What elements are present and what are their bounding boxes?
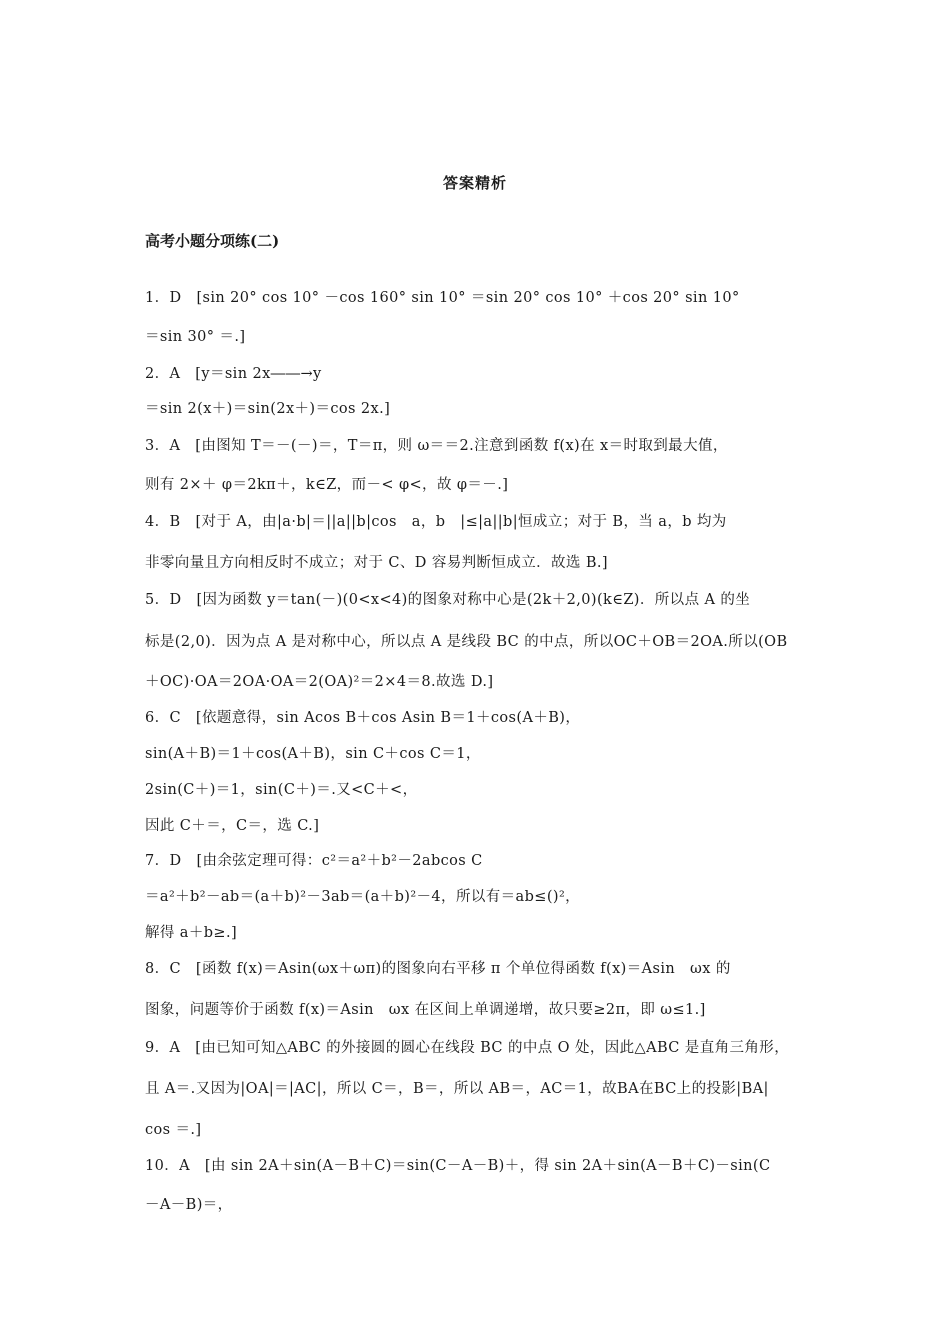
answer-line: 5．D [因为函数 y＝tan(－)(0<x<4)的图象对称中心是(2k＋2,0)(k∈Z)．所以点 A 的坐 xyxy=(145,592,751,608)
answer-line: 3．A [由图知 T＝－(－)＝，T＝π，则 ω＝＝2.注意到函数 f(x)在 x＝时取到最大值， xyxy=(145,438,728,454)
section-title: 高考小题分项练(二) xyxy=(145,232,280,250)
page-title: 答案精析 xyxy=(442,174,507,192)
answer-line: 解得 a＋b≥.] xyxy=(145,925,238,941)
answer-line: 标是(2,0)．因为点 A 是对称中心，所以点 A 是线段 BC 的中点，所以OC＋OB＝2OA.所以(OB xyxy=(145,634,788,650)
answer-line: ＝sin 30° ＝.] xyxy=(145,329,246,345)
answer-line: sin(A＋B)＝1＋cos(A＋B)，sin C＋cos C＝1， xyxy=(145,746,481,762)
answer-line: 10．A [由 sin 2A＋sin(A－B＋C)＝sin(C－A－B)＋，得 sin 2A＋sin(A－B＋C)－sin(C xyxy=(145,1158,771,1174)
answer-line: 1．D [sin 20° cos 10° －cos 160° sin 10° ＝sin 20° cos 10° ＋cos 20° sin 10° xyxy=(145,290,740,306)
answer-line: 7．D [由余弦定理可得：c²＝a²＋b²－2abcos C xyxy=(145,853,483,869)
answer-line: －A－B)＝， xyxy=(145,1197,233,1213)
answer-line: 6．C [依题意得，sin Acos B＋cos Asin B＝1＋cos(A＋B)， xyxy=(145,710,581,726)
answer-line: 8．C [函数 f(x)＝Asin(ωx＋ωπ)的图象向右平移 π 个单位得函数 f(x)＝Asin ωx 的 xyxy=(145,961,731,977)
answer-line: 且 A＝.又因为|OA|＝|AC|，所以 C＝，B＝，所以 AB＝，AC＝1，故BA在BC上的投影|BA| xyxy=(145,1081,769,1097)
answer-line: ＝a²＋b²－ab＝(a＋b)²－3ab＝(a＋b)²－4，所以有＝ab≤()²， xyxy=(145,889,581,905)
answer-line: ＋OC)·OA＝2OA·OA＝2(OA)²＝2×4＝8.故选 D.] xyxy=(145,674,494,690)
answer-line: 非零向量且方向相反时不成立；对于 C、D 容易判断恒成立．故选 B.] xyxy=(145,555,608,571)
answer-line: 2sin(C＋)＝1，sin(C＋)＝.又<C＋<， xyxy=(145,782,418,798)
answer-line: 则有 2×＋ φ＝2kπ＋，k∈Z，而－< φ<，故 φ＝－.] xyxy=(145,477,509,493)
answer-line: cos ＝.] xyxy=(145,1122,202,1138)
answer-line: 9．A [由已知可知△ABC 的外接圆的圆心在线段 BC 的中点 O 处，因此△ABC 是直角三角形， xyxy=(145,1040,790,1056)
answer-line: 因此 C＋＝，C＝，选 C.] xyxy=(145,818,320,834)
answer-line: 4．B [对于 A，由|a·b|＝||a||b|cos a，b |≤|a||b|恒成立；对于 B，当 a，b 均为 xyxy=(145,514,727,530)
answer-line: 图象，问题等价于函数 f(x)＝Asin ωx 在区间上单调递增，故只要≥2π，即 ω≤1.] xyxy=(145,1002,706,1018)
answer-line: 2．A [y＝sin 2x――→y xyxy=(145,366,322,382)
answer-line: ＝sin 2(x＋)＝sin(2x＋)＝cos 2x.] xyxy=(145,401,391,417)
